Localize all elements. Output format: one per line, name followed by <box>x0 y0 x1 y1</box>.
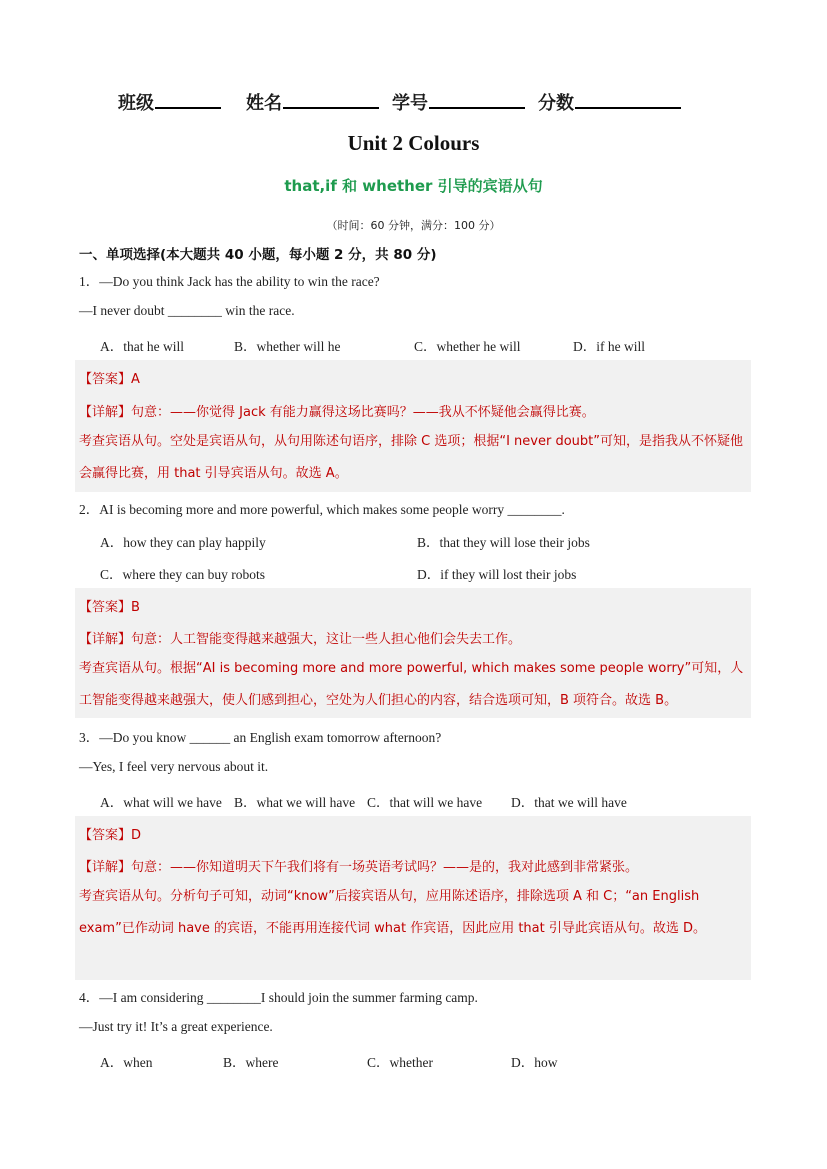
score-field <box>538 89 681 115</box>
class-field <box>118 89 221 115</box>
question-2-option-d[interactable]: D．if they will lost their jobs <box>417 567 577 582</box>
name-label: 姓名 <box>246 93 282 114</box>
answer-tag: 【答案】 <box>79 600 132 615</box>
answer-tag: 【答案】 <box>79 828 132 843</box>
question-1-detail <box>79 401 595 420</box>
question-2-option-b[interactable]: B．that they will lose their jobs <box>417 535 590 550</box>
question-4-option-b[interactable]: B．where <box>223 1055 279 1070</box>
question-4-option-a[interactable]: A．when <box>100 1055 153 1070</box>
question-1-stem-2: —I never doubt ________ win the race. <box>79 303 295 318</box>
question-1-answer-block <box>75 360 751 492</box>
question-3-stem: 3．—Do you know ______ an English exam tomorrow afternoon? <box>79 730 442 745</box>
question-4-option-d[interactable]: D．how <box>511 1055 558 1070</box>
question-3-detail <box>79 856 638 875</box>
detail-translation: 句意：——你觉得 Jack 有能力赢得这场比赛吗？——我从不怀疑他会赢得比赛。 <box>131 405 595 420</box>
page-title: Unit 2 Colours <box>347 131 480 155</box>
class-blank[interactable] <box>155 89 221 109</box>
page-subtitle: that,if 和 whether 引导的宾语从句 <box>284 177 543 195</box>
score-label: 分数 <box>538 93 574 114</box>
question-3-answer <box>79 824 141 843</box>
detail-translation: 句意：人工智能变得越来越强大，这让一些人担心他们会失去工作。 <box>131 632 522 647</box>
score-blank[interactable] <box>575 89 681 109</box>
question-1-option-a[interactable]: A．that he will <box>100 339 184 354</box>
student-id-label: 学号 <box>392 93 428 114</box>
class-label: 班级 <box>118 93 154 114</box>
question-3-stem-2: —Yes, I feel very nervous about it. <box>79 759 269 774</box>
question-2-analysis: 考查宾语从句。根据“AI is becoming more and more powerful, which makes some people worry”可知，人工智能变得越来越强大，使人们感到担心，空处为人们担心的内容，结合选项可知，B 项符合。故选 B。 <box>79 661 744 708</box>
answer-value: D <box>131 828 142 843</box>
student-id-field <box>392 89 525 115</box>
question-2-option-c[interactable]: C．where they can buy robots <box>100 567 265 582</box>
answer-tag: 【答案】 <box>79 372 132 387</box>
question-1-analysis: 考查宾语从句。空处是宾语从句，从句用陈述句语序，排除 C 选项；根据“I never doubt”可知，是指我从不怀疑他会赢得比赛，用 that 引导宾语从句。故选 A。 <box>79 434 743 481</box>
question-1-option-b[interactable]: B．whether will he <box>234 339 341 354</box>
name-field <box>246 89 379 115</box>
question-4-option-c[interactable]: C．whether <box>367 1055 433 1070</box>
question-2-stem: 2．AI is becoming more and more powerful, which makes some people worry ________. <box>79 502 565 517</box>
question-1-option-d[interactable]: D．if he will <box>573 339 645 354</box>
question-2-answer <box>79 596 140 615</box>
question-3-option-d[interactable]: D．that we will have <box>511 795 627 810</box>
answer-value: A <box>131 372 140 387</box>
question-4-stem: 4．—I am considering ________I should join the summer farming camp. <box>79 990 478 1005</box>
detail-tag: 【详解】 <box>79 632 132 647</box>
question-2-detail <box>79 628 521 647</box>
time-info: （时间：60 分钟，满分：100 分） <box>326 219 501 232</box>
question-3-option-b[interactable]: B．what we will have <box>234 795 356 810</box>
question-3-option-a[interactable]: A．what will we have <box>100 795 222 810</box>
section-title: 一、单项选择(本大题共 40 小题，每小题 2 分，共 80 分) <box>79 247 437 263</box>
question-3-analysis: 考查宾语从句。分析句子可知，动词“know”后接宾语从句，应用陈述语序，排除选项 A 和 C；“an English exam”已作动词 have 的宾语，不能再用连接代词 what 作宾语，因此应用 that 引导此宾语从句。故选 D。 <box>79 889 706 936</box>
question-3-option-c[interactable]: C．that will we have <box>367 795 483 810</box>
question-4-stem-2: —Just try it! It’s a great experience. <box>79 1019 273 1034</box>
answer-value: B <box>131 600 140 615</box>
student-info-row <box>118 89 718 115</box>
detail-tag: 【详解】 <box>79 860 132 875</box>
question-1-option-c[interactable]: C．whether he will <box>414 339 521 354</box>
question-2-answer-block <box>75 588 751 718</box>
question-3-answer-block <box>75 816 751 980</box>
detail-translation: 句意：——你知道明天下午我们将有一场英语考试吗？——是的，我对此感到非常紧张。 <box>131 860 639 875</box>
question-2-option-a[interactable]: A．how they can play happily <box>100 535 266 550</box>
question-1-answer <box>79 368 140 387</box>
question-1-stem: 1．—Do you think Jack has the ability to win the race? <box>79 274 380 289</box>
student-id-blank[interactable] <box>429 89 525 109</box>
name-blank[interactable] <box>283 89 379 109</box>
detail-tag: 【详解】 <box>79 405 132 420</box>
